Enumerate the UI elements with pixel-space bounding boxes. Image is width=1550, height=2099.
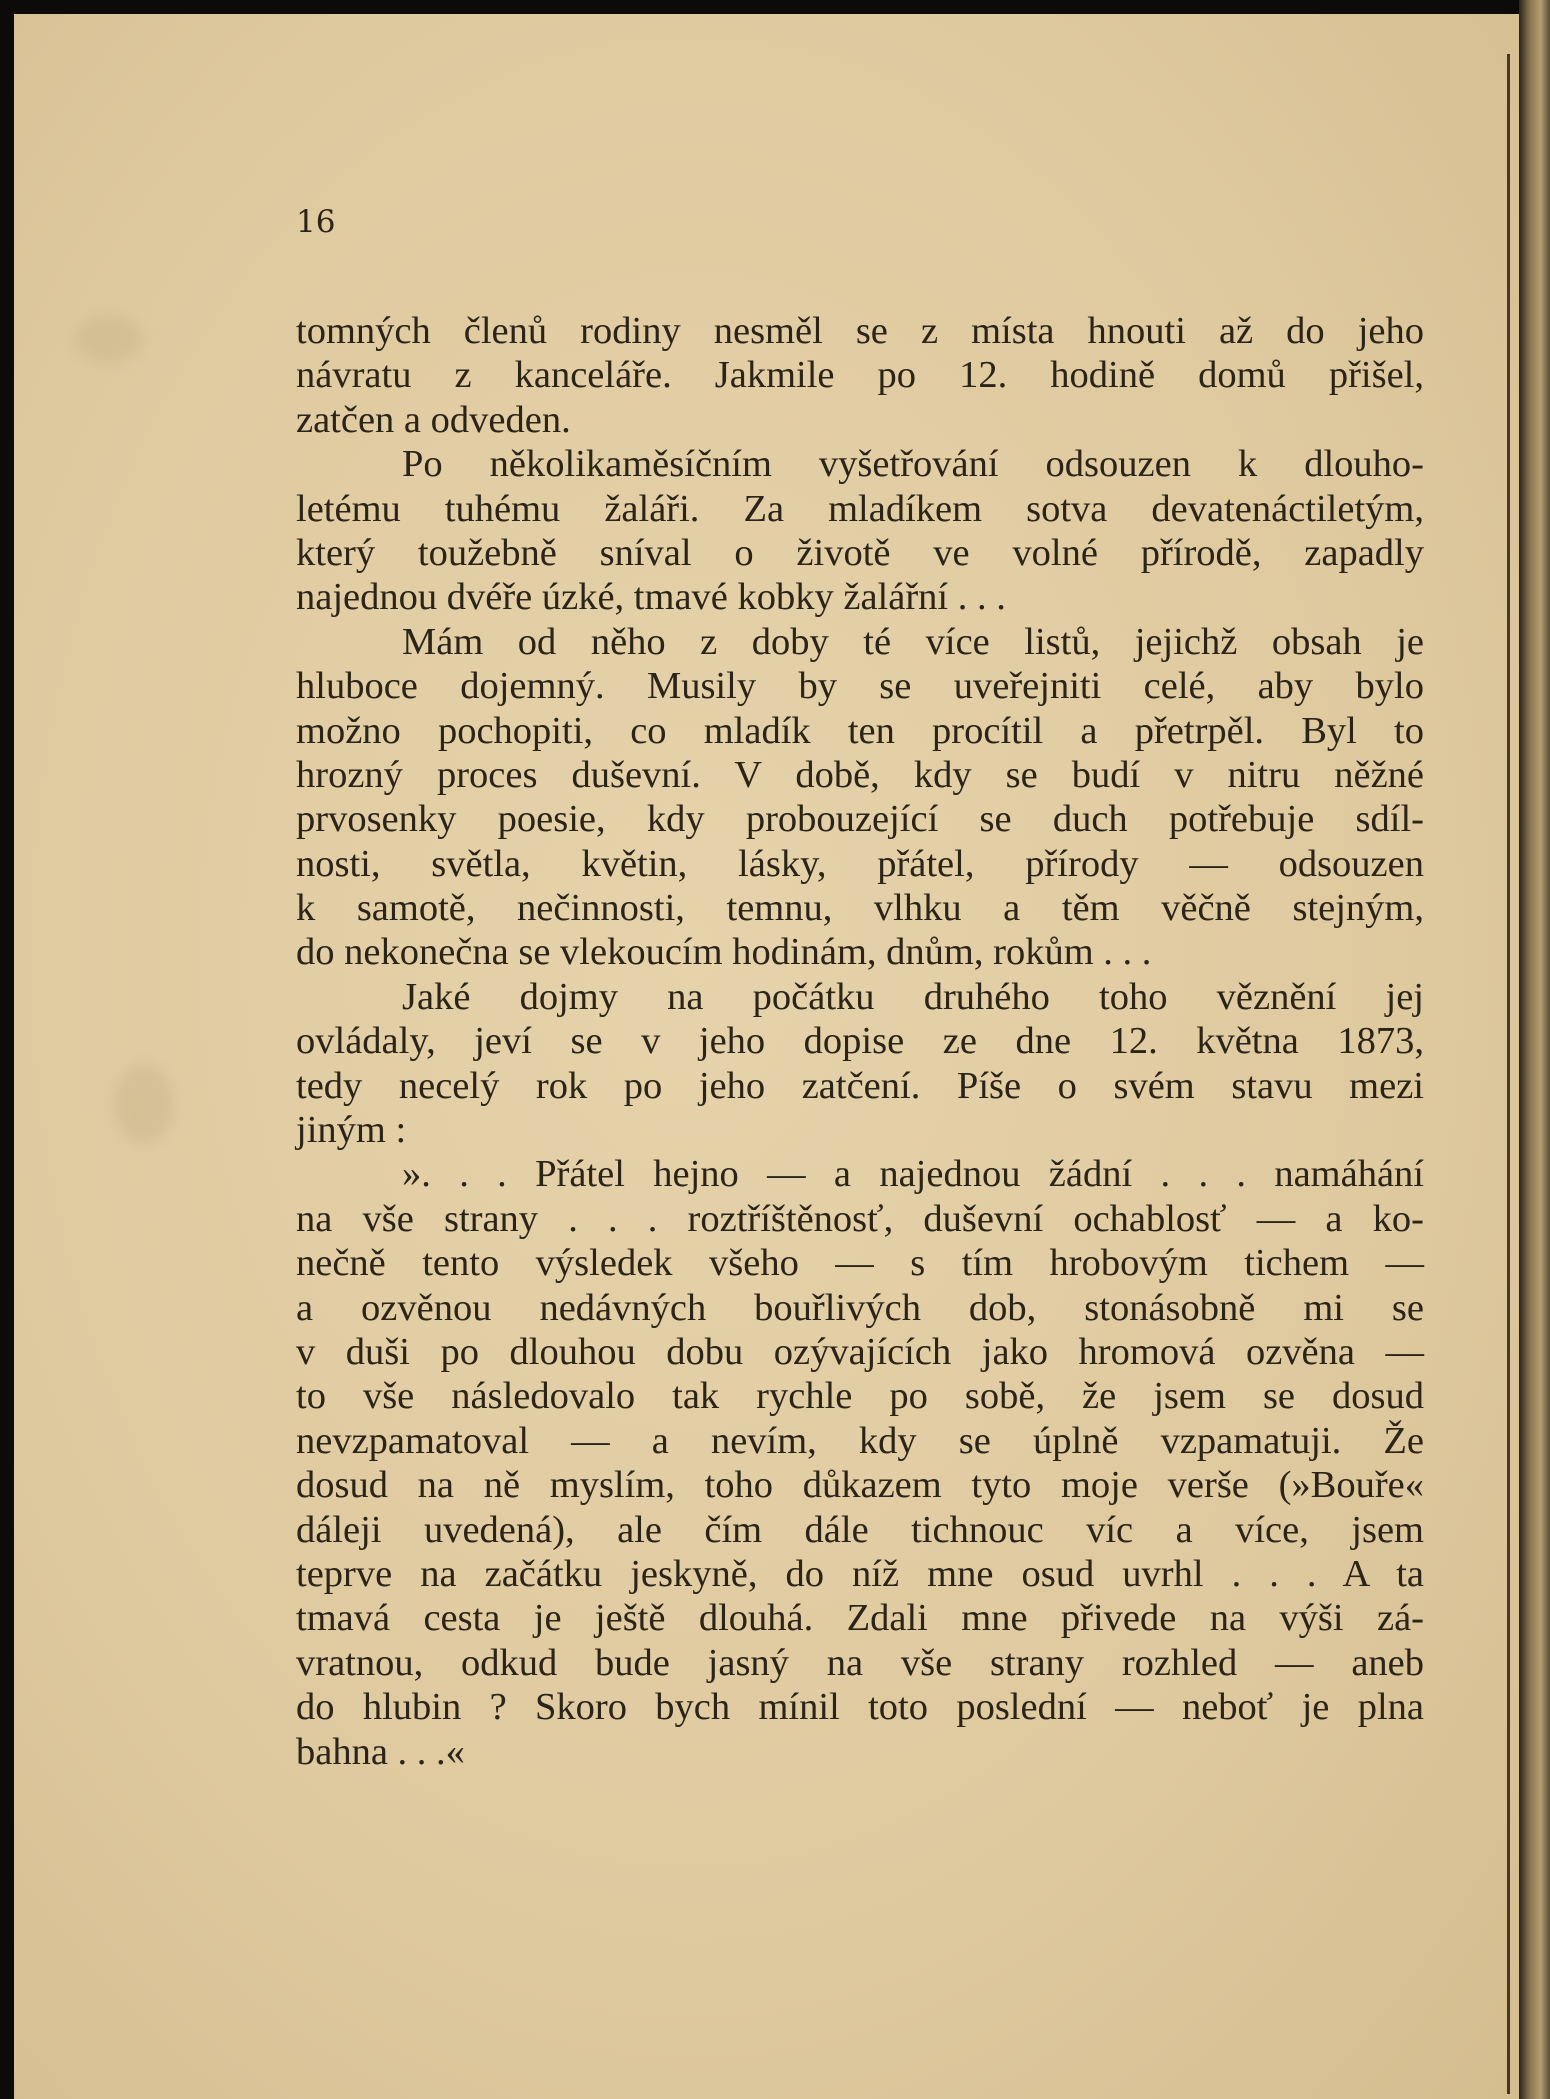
text-line: ovládaly, jeví se v jeho dopise ze dne 12. května 1873, [296,1020,1424,1063]
text-line: na vše strany . . . roztříštěnosť, duševní ochablosť — a ko- [296,1197,1424,1240]
text-line: letému tuhému žaláři. Za mladíkem sotva devatenáctiletým, [296,487,1424,530]
text-line: který toužebně sníval o životě ve volné přírodě, zapadly [296,531,1424,574]
text-line: návratu z kanceláře. Jakmile po 12. hodině domů přišel, [296,354,1424,397]
page-edge-shadow [1519,0,1550,2099]
body-text [296,309,1424,1774]
page-stain [114,1064,174,1144]
page-number: 16 [296,204,336,240]
text-line: do hlubin ? Skoro bych mínil toto poslední — neboť je plna [296,1686,1424,1729]
text-line: dáleji uvedená), ale čím dále tichnouc víc a více, jsem [296,1508,1424,1551]
text-line: v duši po dlouhou dobu ozývajících jako hromová ozvěna — [296,1330,1424,1373]
text-line: do nekonečna se vlekoucím hodinám, dnům, rokům . . . [296,931,1152,974]
page-stain [74,314,144,364]
text-line: hluboce dojemný. Musily by se uveřejniti celé, aby bylo [296,665,1424,708]
book-page [14,14,1519,2099]
text-line: nevzpamatoval — a nevím, kdy se úplně vzpamatuji. Že [296,1419,1424,1462]
text-line: bahna . . .« [296,1730,465,1773]
text-line: Po několikaměsíčním vyšetřování odsouzen k dlouho- [402,443,1424,486]
text-line: tedy necelý rok po jeho zatčení. Píše o svém stavu mezi [296,1064,1424,1107]
text-line: Mám od něho z doby té více listů, jejichž obsah je [402,620,1424,663]
text-line: k samotě, nečinnosti, temnu, vlhku a těm věčně stejným, [296,887,1424,930]
text-line: nosti, světla, květin, lásky, přátel, přírody — odsouzen [296,842,1424,885]
text-line: hrozný proces duševní. V době, kdy se budí v nitru něžné [296,753,1424,796]
text-line: jiným : [296,1109,407,1152]
text-line: tomných členů rodiny nesměl se z místa hnouti až do jeho [296,310,1424,352]
text-line: teprve na začátku jeskyně, do níž mne osud uvrhl . . . A ta [296,1552,1424,1595]
binding-edge-line [1507,54,1510,2094]
text-line: a ozvěnou nedávných bouřlivých dob, stonásobně mi se [296,1286,1424,1329]
text-line: vratnou, odkud bude jasný na vše strany rozhled — aneb [296,1641,1424,1684]
text-line: prvosenky poesie, kdy probouzející se duch potřebuje sdíl- [296,798,1424,841]
text-line: najednou dvéře úzké, tmavé kobky žalářní . . . [296,576,1006,619]
text-line: nečně tento výsledek všeho — s tím hrobovým tichem — [296,1242,1424,1285]
text-line: to vše následovalo tak rychle po sobě, že jsem se dosud [296,1375,1424,1418]
text-line: dosud na ně myslím, toho důkazem tyto moje verše (»Bouře« [296,1464,1424,1507]
text-line: možno pochopiti, co mladík ten procítil a přetrpěl. Byl to [296,709,1424,752]
text-line: ». . . Přátel hejno — a najednou žádní . . . namáhání [402,1153,1424,1196]
text-line: tmavá cesta je ještě dlouhá. Zdali mne přivede na výši zá- [296,1597,1424,1640]
text-line: zatčen a odveden. [296,398,571,441]
text-line: Jaké dojmy na počátku druhého toho věznění jej [402,975,1424,1018]
